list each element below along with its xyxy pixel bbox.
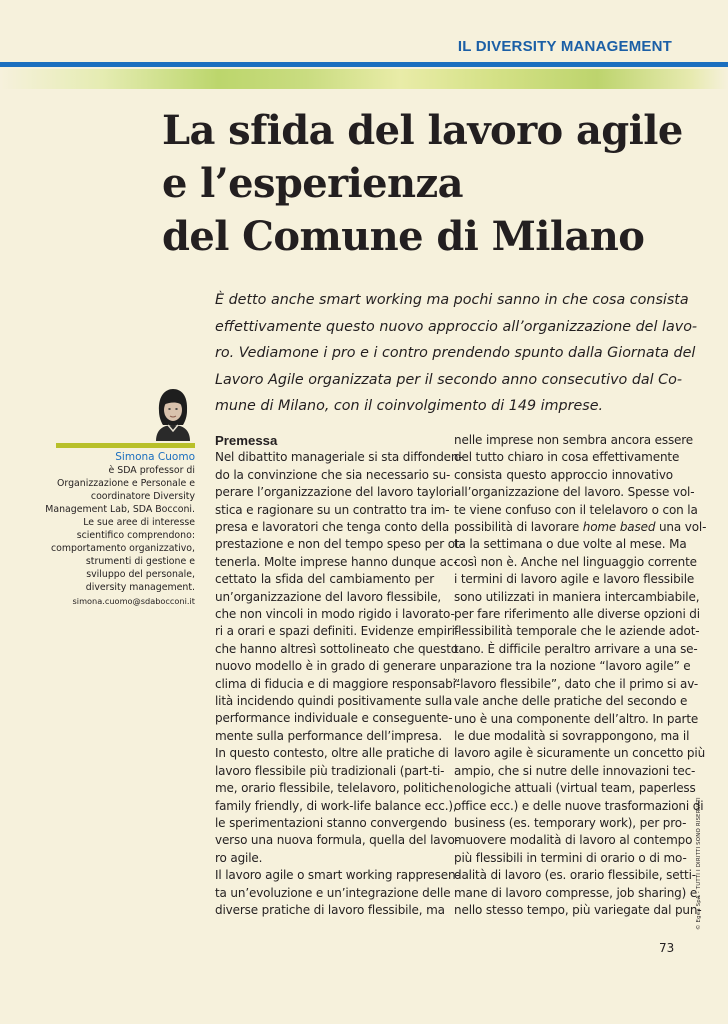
body-line: presa e lavoratori che tenga conto della — [215, 520, 450, 535]
author-email[interactable]: simona.cuomo@sdabocconi.it — [72, 596, 195, 606]
body-line: diverse pratiche di lavoro flessibile, ma — [215, 902, 445, 917]
section-label: IL DIVERSITY MANAGEMENT — [457, 38, 672, 55]
body-line: Nel dibattito manageriale si sta diffonden- — [215, 450, 463, 465]
body-line: dalità di lavoro (es. orario flessibile, setti- — [454, 868, 696, 883]
body-line: lavoro flessibile più tradizionali (part-ti- — [215, 763, 445, 778]
body-line: un’organizzazione del lavoro flessibile, — [215, 589, 442, 604]
body-line: ta un’evoluzione e un’integrazione delle — [215, 885, 451, 900]
body-line: family friendly, di work-life balance ecc.), — [215, 798, 457, 813]
body-line: tano. È difficile peraltro arrivare a una se- — [454, 641, 698, 656]
body-line: mente sulla performance dell’impresa. — [215, 728, 442, 743]
body-line: ta la settimana o due volte al mese. Ma — [454, 537, 687, 552]
body-line: lità incidendo quindi positivamente sulla — [215, 694, 453, 709]
body-line: prestazione e non del tempo speso per ot- — [215, 537, 464, 552]
body-line: ri a orari e spazi definiti. Evidenze empiri- — [215, 624, 459, 639]
body-line: flessibilità temporale che le aziende adot- — [454, 624, 700, 639]
body-line: all’organizzazione del lavoro. Spesse vol- — [454, 485, 695, 500]
body-line: In questo contesto, oltre alle pratiche di — [215, 746, 449, 761]
author-bio-line: diversity management. — [85, 582, 195, 593]
body-line: office ecc.) e delle nuove trasformazioni di — [454, 798, 704, 813]
body-line: ampio, che si nutre delle innovazioni tec- — [454, 763, 696, 778]
section-heading: Premessa — [215, 433, 278, 448]
body-line: cettato la sfida del cambiamento per — [215, 572, 434, 587]
copyright-notice: © Egea SpA - TUTTI I DIRITTI SONO RISERVATI — [696, 797, 702, 930]
body-line: le sperimentazioni stanno convergendo — [215, 815, 447, 830]
lead-line: mune di Milano, con il coinvolgimento di 149 imprese. — [215, 398, 604, 414]
article-lead — [215, 287, 698, 420]
author-bio-line: strumenti di gestione e — [85, 556, 195, 567]
body-line: stica e ragionare su un contratto tra im- — [215, 502, 450, 517]
author-bio-line: Le sue aree di interesse — [83, 517, 195, 528]
body-line: clima di fiducia e di maggiore responsabi- — [215, 676, 461, 691]
page-number: 73 — [659, 941, 675, 955]
author-portrait-icon — [150, 387, 196, 441]
author-accent-bar — [56, 443, 195, 448]
body-line: consista questo approccio innovativo — [454, 467, 673, 482]
body-line: nuovo modello è in grado di generare un — [215, 659, 455, 674]
author-name: Simona Cuomo — [115, 451, 195, 463]
body-column-left — [215, 432, 464, 919]
body-line: muovere modalità di lavoro al contempo — [454, 833, 693, 848]
author-bio-line: comportamento organizzativo, — [50, 543, 195, 554]
body-line: che non vincoli in modo rigido i lavorato- — [215, 607, 455, 622]
body-line: perare l’organizzazione del lavoro taylori- — [215, 485, 459, 500]
body-line: “lavoro flessibile”, dato che il primo si av- — [454, 676, 699, 691]
body-line: per fare riferimento alle diverse opzioni di — [454, 607, 700, 622]
body-line: uno è una componente dell’altro. In parte — [454, 711, 699, 726]
author-bio-line: scientifico comprendono: — [76, 530, 195, 541]
body-line: vale anche delle pratiche del secondo e — [454, 694, 688, 709]
author-bio-line: coordinatore Diversity — [90, 491, 195, 502]
body-line: verso una nuova formula, quella del lavo- — [215, 833, 460, 848]
body-line: nelle imprese non sembra ancora essere — [454, 433, 694, 447]
title-line: La sfida del lavoro agile — [162, 107, 683, 154]
body-line: performance individuale e conseguente- — [215, 711, 453, 726]
lead-line: Lavoro Agile organizzata per il secondo anno consecutivo dal Co- — [215, 371, 683, 388]
body-line: nologiche attuali (virtual team, paperless — [454, 781, 696, 796]
lead-line: ro. Vediamone i pro e i contro prendendo spunto dalla Giornata del — [215, 345, 696, 361]
author-bio-line: Management Lab, SDA Bocconi. — [45, 504, 195, 515]
title-line: del Comune di Milano — [162, 213, 645, 260]
author-box — [40, 451, 195, 608]
body-line: te viene confuso con il telelavoro o con la — [454, 502, 698, 517]
body-line: del tutto chiaro in cosa effettivamente — [454, 450, 680, 465]
body-line: così non è. Anche nel linguaggio corrente — [454, 554, 697, 569]
body-line: tenerla. Molte imprese hanno dunque ac- — [215, 554, 458, 569]
body-line: Il lavoro agile o smart working rappresen- — [215, 868, 460, 883]
body-line: me, orario flessibile, telelavoro, politiche — [215, 781, 454, 796]
author-portrait — [150, 387, 196, 441]
body-line: più flessibili in termini di orario o di mo- — [454, 850, 687, 865]
lead-line: È detto anche smart working ma pochi sanno in che cosa consista — [215, 292, 689, 308]
author-bio-line: Organizzazione e Personale e — [57, 478, 195, 489]
body-line: lavoro agile è sicuramente un concetto più — [454, 746, 706, 761]
body-line: le due modalità si sovrappongono, ma il — [454, 728, 690, 743]
body-line: sono utilizzati in maniera intercambiabile, — [454, 589, 700, 604]
body-line: nello stesso tempo, più variegate dal pun- — [454, 902, 702, 917]
author-bio-line: è SDA professor di — [108, 465, 195, 476]
body-line: mane di lavoro compresse, job sharing) e, — [454, 885, 701, 900]
author-bio-line: sviluppo del personale, — [86, 569, 195, 580]
body-line: che hanno altresì sottolineato che questo — [215, 641, 458, 656]
body-line: do la convinzione che sia necessario su- — [215, 467, 451, 482]
body-line: i termini di lavoro agile e lavoro flessibile — [454, 572, 695, 587]
lead-line: effettivamente questo nuovo approccio all’organizzazione del lavo- — [215, 318, 698, 335]
body-line: business (es. temporary work), per pro- — [454, 815, 687, 830]
header-rule — [0, 62, 728, 67]
body-line: ro agile. — [215, 850, 263, 865]
body-line: parazione tra la nozione “lavoro agile” e — [454, 659, 691, 674]
body-line: possibilità di lavorare home based una vol- — [454, 520, 707, 535]
header-color-band — [0, 69, 728, 89]
article-title — [162, 104, 702, 263]
title-line: e l’esperienza — [162, 160, 463, 207]
